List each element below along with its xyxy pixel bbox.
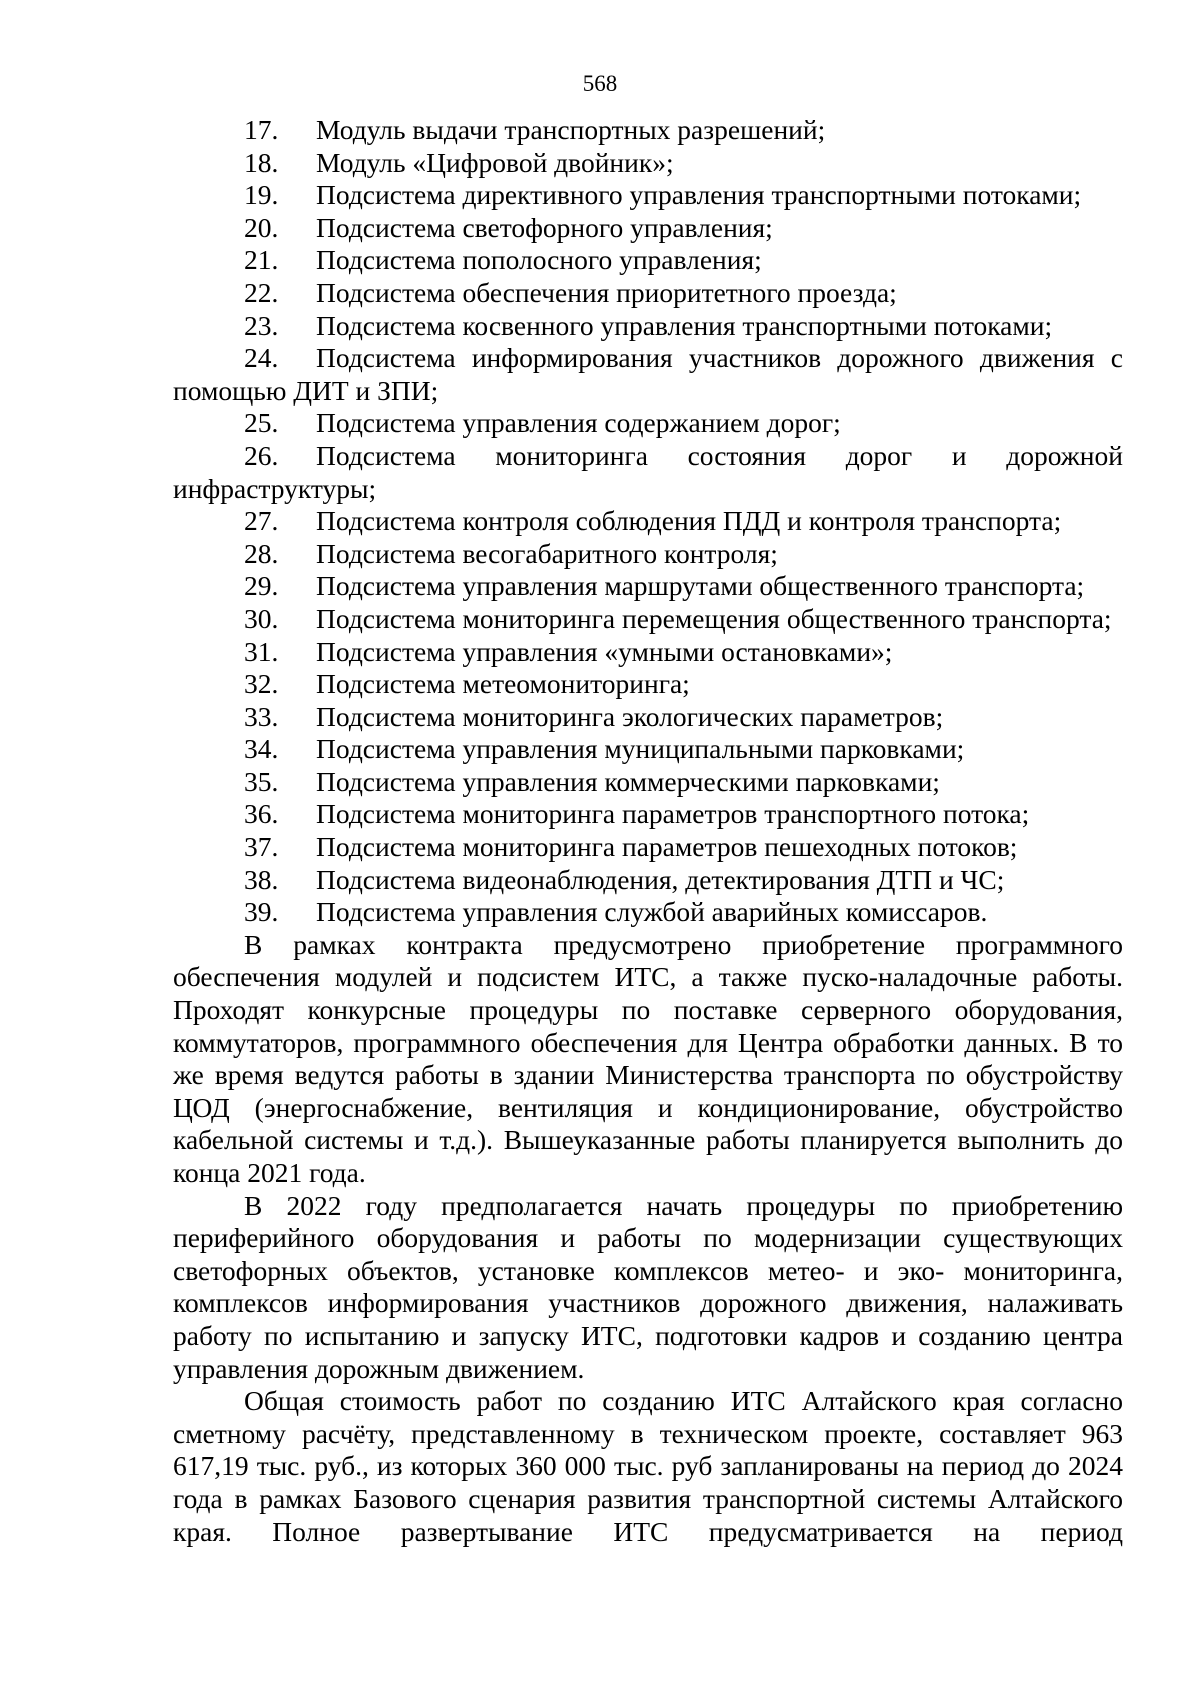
list-item-number: 26.	[244, 439, 279, 471]
list-item-text: Подсистема информирования участников дорожного движения с помощью ДИТ и ЗПИ;	[173, 342, 1123, 406]
list-item-number: 39.	[244, 896, 279, 928]
list-item	[173, 766, 1123, 799]
list-item-text: Модуль «Цифровой двойник»;	[316, 146, 674, 178]
list-item	[173, 179, 1123, 212]
page-body	[173, 114, 1123, 1548]
list-item-number: 32.	[244, 668, 279, 700]
list-item-number: 20.	[244, 211, 279, 243]
list-item	[173, 603, 1123, 636]
list-item-text: Подсистема управления муниципальными парковками;	[316, 733, 965, 765]
list-item	[173, 505, 1123, 538]
body-paragraph: В 2022 году предполагается начать процедуры по приобретению периферийного оборудования и работы по модернизации существующих светофорных объектов, установке комплексов метео- и эко- мониторинга, комплексов информирования участников дорожного движения, налаживать работу по испытанию и запуску ИТС, подготовки кадров и созданию центра управления дорожным движением.	[173, 1189, 1123, 1384]
list-item-number: 22.	[244, 276, 279, 308]
list-item-number: 37.	[244, 831, 279, 863]
list-item-text: Подсистема косвенного управления транспортными потоками;	[316, 309, 1053, 341]
list-item-text: Модуль выдачи транспортных разрешений;	[316, 114, 826, 145]
list-item	[173, 310, 1123, 343]
list-item-text: Подсистема обеспечения приоритетного проезда;	[316, 276, 897, 308]
body-paragraph: Общая стоимость работ по созданию ИТС Алтайского края согласно сметному расчёту, представленному в техническом проекте, составляет 963 617,19 тыс. руб., из которых 360 000 тыс. руб запланированы на период до 2024 года в рамках Базового сценария развития транспортной системы Алтайского края. Полное развертывание ИТС предусматривается на период	[173, 1385, 1123, 1547]
list-item-text: Подсистема пополосного управления;	[316, 244, 762, 276]
page-number: 568	[582, 71, 618, 96]
list-item	[173, 538, 1123, 571]
list-item-text: Подсистема директивного управления транспортными потоками;	[316, 179, 1082, 211]
list-item-number: 31.	[244, 635, 279, 667]
list-item-text: Подсистема управления маршрутами общественного транспорта;	[316, 570, 1085, 602]
list-item-number: 36.	[244, 798, 279, 830]
list-item-text: Подсистема метеомониторинга;	[316, 668, 690, 700]
body-paragraph: В рамках контракта предусмотрено приобретение программного обеспечения модулей и подсистем ИТС, а также пуско-наладочные работы. Проходят конкурсные процедуры по поставке серверного оборудования, коммутаторов, программного обеспечения для Центра обработки данных. В то же время ведутся работы в здании Министерства транспорта по обустройству ЦОД (энергоснабжение, вентиляция и кондиционирование, обустройство кабельной системы и т.д.). Вышеуказанные работы планируется выполнить до конца 2021 года.	[173, 928, 1123, 1188]
list-item	[173, 701, 1123, 734]
list-item-text: Подсистема мониторинга экологических параметров;	[316, 700, 944, 732]
list-item	[173, 147, 1123, 180]
list-item-number: 38.	[244, 863, 279, 895]
list-item-number: 24.	[244, 342, 279, 374]
list-item-number: 33.	[244, 700, 279, 732]
list-item	[173, 831, 1123, 864]
list-item-text: Подсистема мониторинга параметров пешеходных потоков;	[316, 831, 1018, 863]
list-item-number: 34.	[244, 733, 279, 765]
list-item-number: 29.	[244, 570, 279, 602]
list-item	[173, 440, 1123, 505]
list-item	[173, 668, 1123, 701]
subsystem-list	[173, 114, 1123, 929]
list-item	[173, 407, 1123, 440]
list-item	[173, 277, 1123, 310]
list-item-number: 18.	[244, 146, 279, 178]
list-item	[173, 798, 1123, 831]
list-item	[173, 244, 1123, 277]
list-item-number: 23.	[244, 309, 279, 341]
list-item	[173, 570, 1123, 603]
list-item	[173, 342, 1123, 407]
list-item	[173, 864, 1123, 897]
list-item-number: 19.	[244, 179, 279, 211]
list-item-number: 21.	[244, 244, 279, 276]
list-item	[173, 212, 1123, 245]
list-item-text: Подсистема управления «умными остановками»;	[316, 635, 893, 667]
list-item-number: 28.	[244, 537, 279, 569]
list-item-text: Подсистема управления службой аварийных комиссаров.	[316, 896, 988, 928]
list-item	[173, 114, 1123, 147]
list-item-text: Подсистема мониторинга параметров транспортного потока;	[316, 798, 1030, 830]
list-item	[173, 896, 1123, 929]
list-item-text: Подсистема мониторинга перемещения общественного транспорта;	[316, 602, 1112, 634]
list-item-number: 27.	[244, 505, 279, 537]
list-item-text: Подсистема мониторинга состояния дорог и дорожной инфраструктуры;	[173, 439, 1123, 504]
list-item-text: Подсистема видеонаблюдения, детектирования ДТП и ЧС;	[316, 863, 1005, 895]
list-item-text: Подсистема светофорного управления;	[316, 211, 773, 243]
list-item	[173, 636, 1123, 669]
list-item-number: 30.	[244, 602, 279, 634]
list-item-number: 35.	[244, 765, 279, 797]
list-item	[173, 733, 1123, 766]
list-item-number: 25.	[244, 407, 279, 439]
list-item-text: Подсистема управления коммерческими парковками;	[316, 765, 940, 797]
list-item-text: Подсистема управления содержанием дорог;	[316, 407, 841, 439]
list-item-text: Подсистема весогабаритного контроля;	[316, 537, 778, 569]
list-item-number: 17.	[244, 114, 279, 145]
list-item-text: Подсистема контроля соблюдения ПДД и контроля транспорта;	[316, 505, 1062, 537]
